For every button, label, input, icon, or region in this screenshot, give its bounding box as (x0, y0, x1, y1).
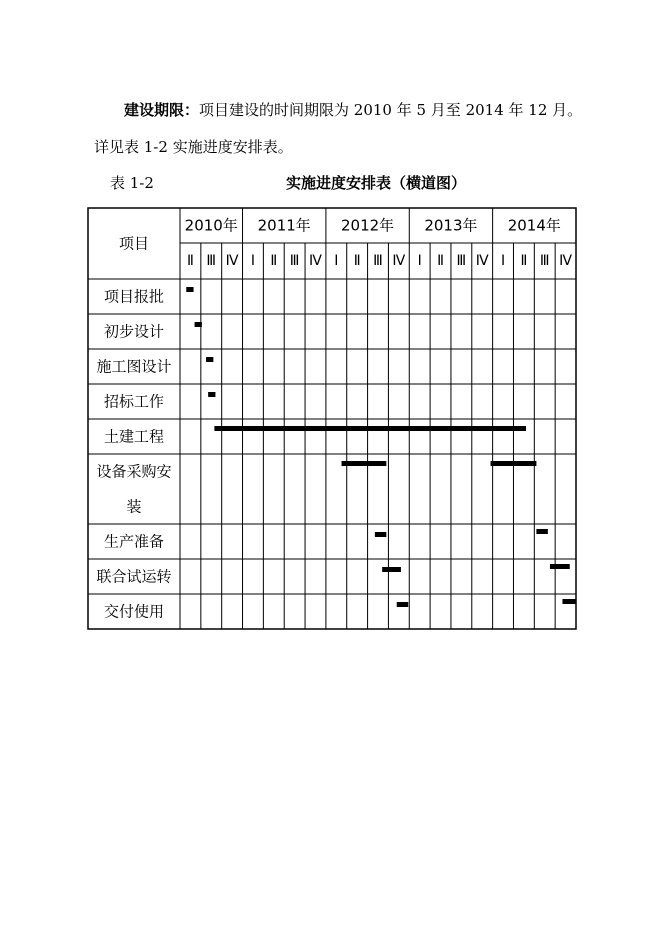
quarter-label: Ⅲ (456, 253, 467, 269)
quarter-label: Ⅰ (500, 253, 506, 269)
task-bar (562, 599, 576, 604)
quarter-label: Ⅱ (353, 253, 361, 269)
task-label: 招标工作 (103, 392, 165, 411)
table-number: 表 1-2 (110, 174, 154, 192)
year-label: 2011年 (257, 216, 311, 235)
quarter-label: Ⅳ (309, 253, 322, 269)
quarter-label: Ⅰ (417, 253, 422, 269)
quarter-label: Ⅳ (475, 253, 489, 269)
task-bar (195, 322, 202, 327)
year-label: 2010年 (184, 216, 238, 235)
task-bar (208, 392, 215, 397)
quarter-label: Ⅳ (559, 253, 573, 269)
quarter-label: Ⅱ (186, 253, 194, 269)
task-bar (186, 287, 193, 292)
year-label: 2012年 (340, 216, 395, 235)
task-label: 项目报批 (103, 287, 165, 306)
task-label: 施工图设计 (96, 357, 172, 376)
quarter-label: Ⅱ (270, 253, 278, 269)
task-bar (214, 426, 526, 431)
task-bar (375, 532, 386, 537)
task-label: 设备采购安 (96, 462, 172, 481)
quarter-label: Ⅲ (289, 253, 300, 269)
quarter-label: Ⅲ (373, 253, 383, 269)
quarter-label: Ⅱ (520, 253, 528, 269)
task-bar (206, 357, 213, 362)
task-bar (536, 529, 547, 534)
task-label: 初步设计 (103, 322, 165, 341)
task-bar (397, 602, 408, 607)
schedule-text: 项目建设的时间期限为 2010 年 5 月至 2014 年 12 月。 (199, 101, 583, 119)
table-title: 实施进度安排表（横道图） (286, 174, 467, 192)
quarter-label: Ⅰ (250, 253, 256, 269)
task-bar (550, 564, 570, 569)
task-bar (382, 567, 401, 572)
quarter-label: Ⅱ (437, 253, 444, 269)
quarter-label: Ⅳ (392, 253, 406, 269)
quarter-label: Ⅳ (225, 253, 239, 269)
task-label: 装 (126, 497, 142, 516)
task-label: 交付使用 (103, 602, 165, 621)
task-bar (491, 461, 537, 466)
schedule-label: 建设期限： (124, 101, 200, 119)
quarter-label: Ⅰ (334, 253, 339, 269)
task-bar (342, 461, 387, 466)
item-header: 项目 (118, 234, 150, 253)
task-label: 生产准备 (103, 532, 165, 551)
table-reference-text: 详见表 1-2 实施进度安排表。 (94, 138, 293, 156)
quarter-label: Ⅲ (539, 253, 550, 269)
task-label: 土建工程 (103, 427, 165, 446)
year-label: 2014年 (507, 216, 561, 235)
year-label: 2013年 (424, 216, 478, 235)
quarter-label: Ⅲ (206, 253, 217, 269)
task-label: 联合试运转 (96, 567, 172, 586)
